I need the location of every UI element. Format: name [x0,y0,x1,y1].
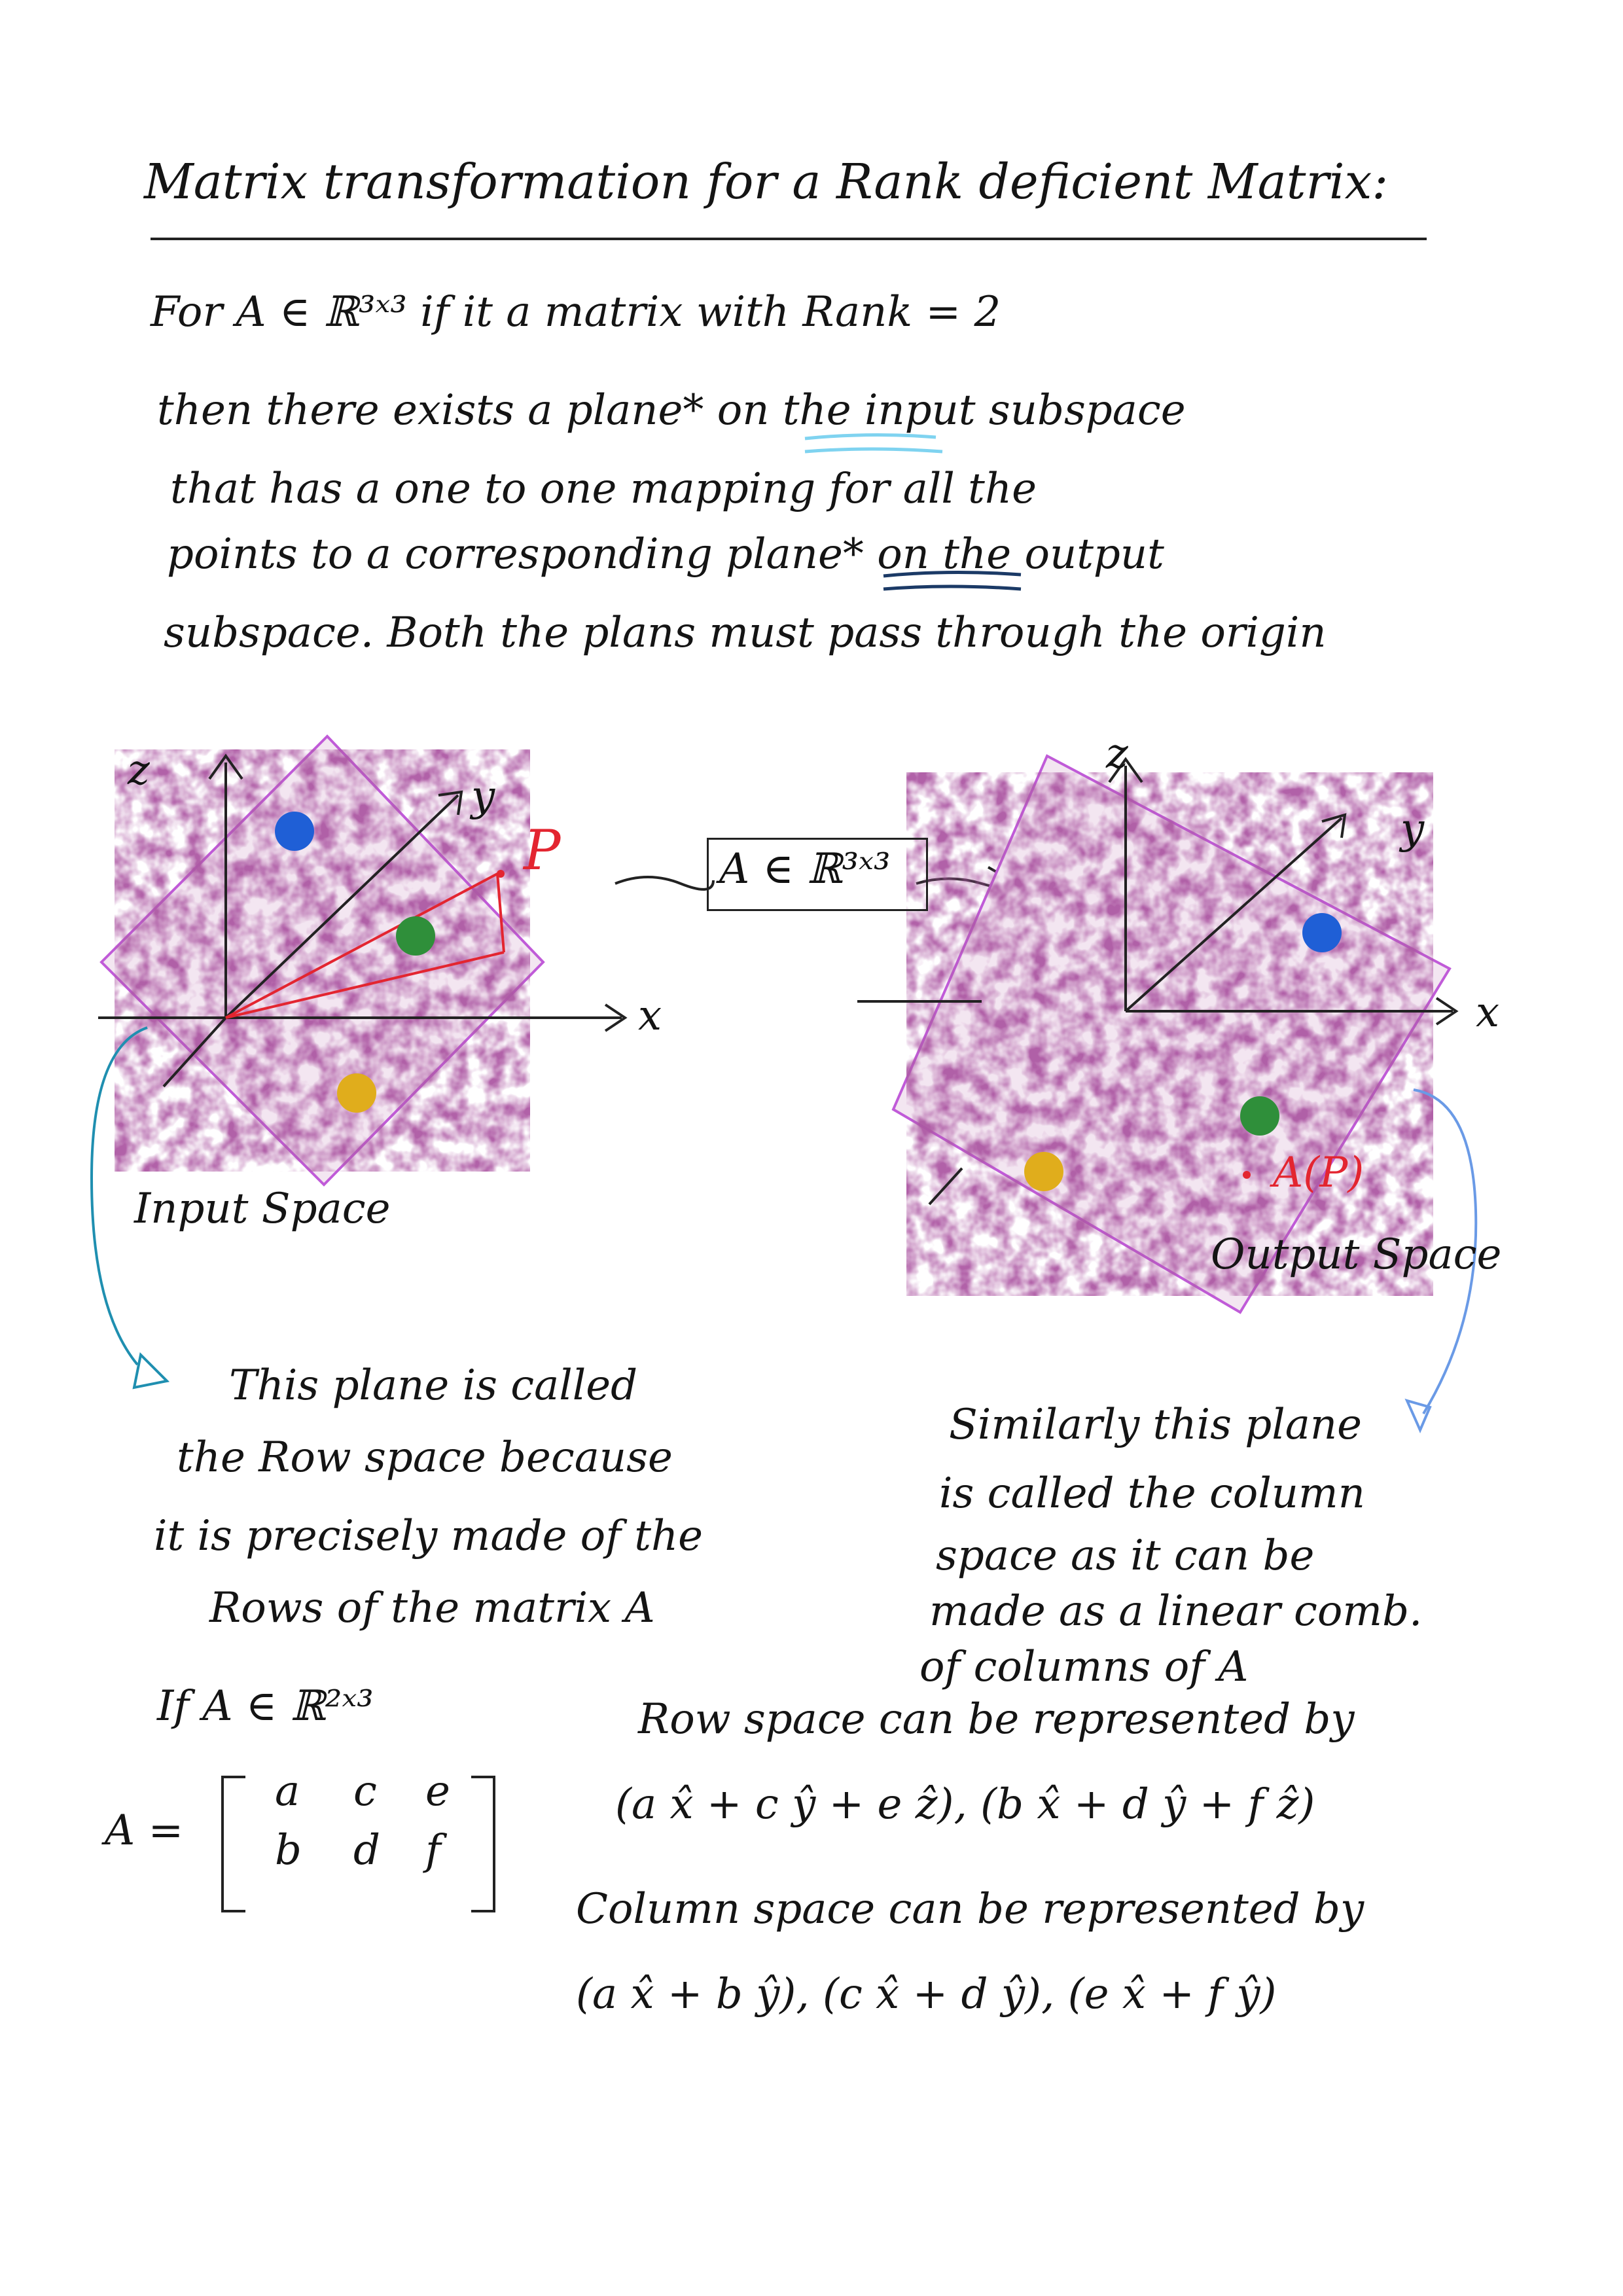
intro-line-3: that has a one to one mapping for all the [170,465,1037,513]
ap-label: A(P) [1273,1149,1364,1197]
intro-line-4: points to a corresponding plane* on the output [167,530,1164,579]
col-space-line-1: Column space can be represented by [576,1885,1364,1933]
point-p-label: P [524,818,561,882]
output-space-caption: Output Space [1211,1230,1502,1279]
col-space-line-2: (a x̂ + b ŷ), (c x̂ + d ŷ), (e x̂ + f ŷ) [576,1970,1277,2018]
z-label-left: z [128,746,150,795]
col-note-line-2: is called the column [939,1469,1365,1518]
row-space-line-1: Row space can be represented by [638,1695,1355,1744]
matrix-a22: d [353,1826,380,1874]
intro-line-5: subspace. Both the plans must pass through the origin [164,609,1327,657]
input-space-caption: Input Space [134,1185,391,1233]
page-title: Matrix transformation for a Rank deficient Matrix: [144,154,1389,210]
intro-line-1: For A ∈ ℝ³ˣ³ if it a matrix with Rank = 2 [151,288,1001,336]
matrix-label: A = [105,1806,184,1855]
col-note-line-4: made as a linear comb. [929,1587,1423,1636]
row-note-line-1: This plane is called [229,1361,638,1410]
col-note-line-3: space as it can be [936,1532,1315,1580]
matrix-a12: c [353,1767,377,1816]
col-note-line-1: Similarly this plane [949,1401,1362,1449]
matrix-a13: e [425,1767,450,1816]
x-label-left: x [638,992,662,1040]
intro-line-2: then there exists a plane* on the input subspace [157,386,1186,435]
y-label-right: y [1400,805,1425,853]
y-label-left: y [471,772,495,821]
row-space-line-2: (a x̂ + c ŷ + e ẑ), (b x̂ + d ŷ + f ẑ) [615,1780,1315,1829]
row-note-line-3: it is precisely made of the [154,1512,704,1560]
row-note-line-2: the Row space because [177,1433,673,1482]
transform-label: A ∈ ℝ³ˣ³ [719,845,891,893]
x-label-right: x [1476,988,1500,1037]
matrix-a21: b [275,1826,302,1874]
col-note-line-5: of columns of A [919,1643,1249,1691]
row-note-line-4: Rows of the matrix A [209,1584,655,1632]
matrix-a11: a [275,1767,300,1816]
matrix-a23: f [425,1826,441,1874]
if-line: If A ∈ ℝ²ˣ³ [157,1682,374,1731]
z-label-right: z [1106,730,1128,778]
